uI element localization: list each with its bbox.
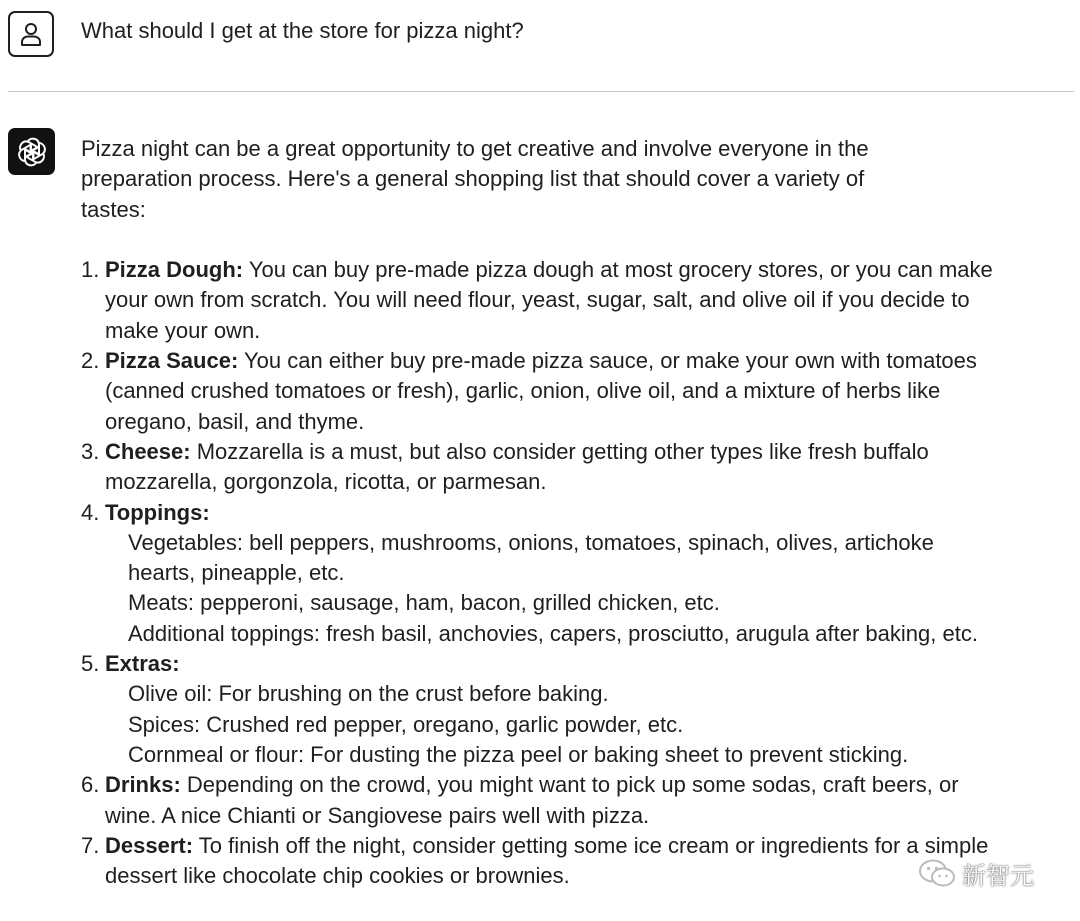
list-item-line	[105, 770, 1001, 831]
wechat-icon	[918, 858, 956, 888]
list-item-number: 2.	[81, 348, 100, 374]
list-item-body	[105, 437, 1001, 498]
list-item-body	[105, 346, 1001, 437]
watermark	[918, 853, 1034, 893]
list-item-text: To finish off the night, consider getting some ice cream or ingredients for a simple dessert like chocolate chip cookies or brownies.	[105, 832, 989, 889]
list-item-body	[105, 255, 1001, 346]
list-item	[81, 255, 1001, 346]
assistant-message	[81, 134, 1001, 891]
list-item-line	[105, 831, 1001, 892]
list-item-title: Drinks:	[105, 772, 181, 798]
list-item-text: Depending on the crowd, you might want to pick up some sodas, craft beers, or wine. A nice Chianti or Sangiovese pairs well with pizza.	[105, 772, 959, 828]
assistant-intro: Pizza night can be a great opportunity to get creative and involve everyone in the preparation process. Here's a general shopping list that should cover a variety of tastes:	[81, 136, 869, 222]
list-subitem: Cornmeal or flour: For dusting the pizza peel or baking sheet to prevent sticking.	[128, 741, 909, 767]
list-item-body	[105, 498, 1001, 649]
list-item	[81, 437, 1001, 498]
list-item-number: 3.	[81, 438, 100, 464]
list-item-line	[105, 346, 1001, 437]
user-message-row	[0, 0, 1080, 92]
list-item-line	[105, 437, 1001, 498]
assistant-avatar	[8, 128, 55, 175]
list-subitem: Vegetables: bell peppers, mushrooms, onions, tomatoes, spinach, olives, artichoke hearts, pineapple, etc.	[128, 529, 934, 586]
list-item	[81, 346, 1001, 437]
list-item-number: 5.	[81, 651, 100, 677]
message-divider	[8, 91, 1074, 92]
list-subitem: Meats: pepperoni, sausage, ham, bacon, grilled chicken, etc.	[128, 590, 720, 616]
list-item-text: You can buy pre-made pizza dough at most grocery stores, or you can make your own from scratch. You will need flour, yeast, sugar, salt, and olive oil if you decide to make your own.	[105, 257, 993, 343]
list-item-line	[105, 649, 1001, 679]
list-item-title: Toppings:	[105, 499, 210, 525]
user-icon	[19, 21, 43, 47]
list-item-line	[105, 255, 1001, 346]
openai-logo-icon	[15, 135, 49, 169]
list-item-number: 7.	[81, 832, 100, 858]
list-item-text: You can either buy pre-made pizza sauce, or make your own with tomatoes (canned crushed tomatoes or fresh), garlic, onion, olive oil, and a mixture of herbs like oregano, basil, and thyme.	[105, 348, 977, 434]
user-avatar	[8, 11, 54, 57]
list-subitem: Spices: Crushed red pepper, oregano, garlic powder, etc.	[128, 711, 684, 737]
shopping-list	[81, 255, 1001, 891]
list-item	[81, 649, 1001, 770]
list-item-number: 6.	[81, 772, 100, 798]
list-item-number: 1.	[81, 257, 100, 283]
paragraph-gap	[81, 225, 1001, 255]
list-item-number: 4.	[81, 499, 100, 525]
list-subitem: Olive oil: For brushing on the crust before baking.	[128, 681, 609, 707]
list-item-body	[105, 831, 1001, 892]
list-item	[81, 831, 1001, 892]
watermark-text: 新智元	[962, 861, 1034, 890]
list-item-body	[105, 649, 1001, 770]
list-item-title: Cheese:	[105, 438, 191, 464]
list-item-body	[105, 770, 1001, 831]
list-item-title: Pizza Sauce:	[105, 348, 239, 374]
list-item-text: Mozzarella is a must, but also consider getting other types like fresh buffalo mozzarella, gorgonzola, ricotta, or parmesan.	[105, 438, 929, 495]
list-item	[81, 770, 1001, 831]
list-item	[81, 498, 1001, 649]
list-item-title: Pizza Dough:	[105, 257, 244, 283]
list-item-title: Extras:	[105, 651, 180, 677]
list-subitem: Additional toppings: fresh basil, anchovies, capers, prosciutto, arugula after baking, etc.	[128, 620, 978, 646]
list-item-title: Dessert:	[105, 832, 194, 858]
user-message-text: What should I get at the store for pizza night?	[81, 18, 524, 43]
list-item-line	[105, 498, 1001, 528]
